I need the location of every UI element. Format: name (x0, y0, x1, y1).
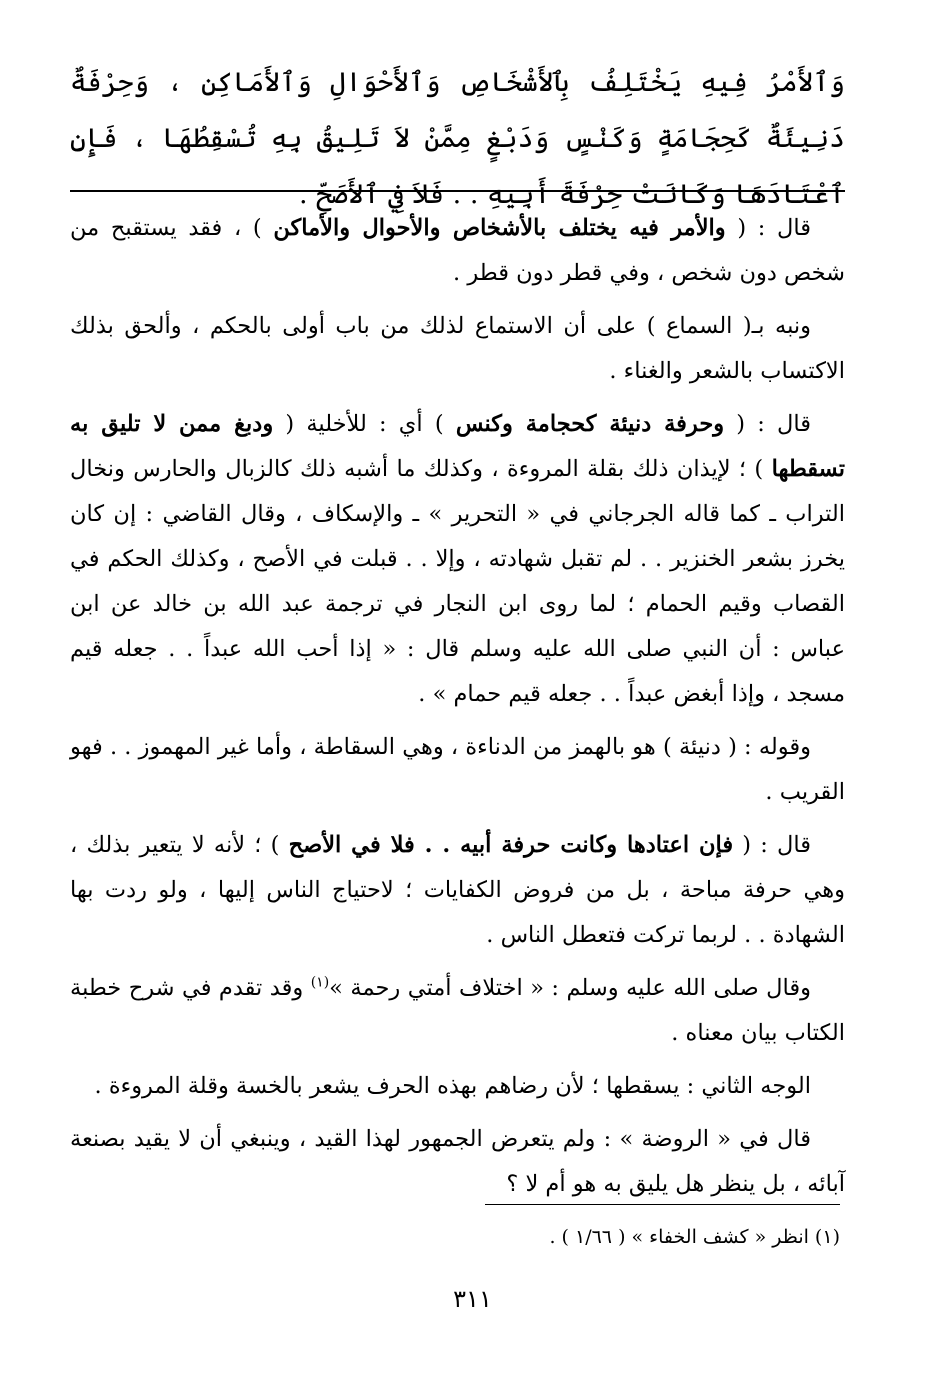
matn-text (70, 55, 845, 223)
commentary-paragraph-2 (70, 304, 845, 394)
p3-text-e: ) ؛ لإيذان ذلك بقلة المروءة ، وكذلك ما أشبه ذلك كالزبال والحارس ونخال التراب ـ كما قاله الجرجاني في « التحرير » ـ والإسكاف ، وقال القاضي : إن كان يخرز بشعر الخنزير . . لم تقبل شهادته ، وإلا . . قبلت في الأصح ، وكذلك الحكم في القصاب وقيم الحمام ؛ لما روى ابن النجار في ترجمة عبد الله بن خالد عن ابن عباس : أن النبي صلى الله عليه وسلم قال : « إذا أحب الله عبداً . . جعله قيم مسجد ، وإذا أبغض عبداً . . جعله قيم حمام » . (70, 456, 845, 707)
matn-divider (70, 190, 845, 192)
p3-quote-1: وحرفة دنيئة كحجامة وكنس (455, 411, 725, 437)
commentary-body (70, 206, 845, 1215)
commentary-paragraph-1 (70, 206, 845, 296)
matn-passage: وَٱلأَمْرُ فِيهِ يَخْتَلِفُ بِٱلأَشْخَاصِ وَٱلأَحْوَالِ وَٱلأَمَاكِنِ ، وَحِرْفَةٌ دَنِيئَةٌ كَحِجَامَةٍ وَكَنْسٍ وَدَبْغٍ مِمَّنْ لاَ تَلِيقُ بِهِ تُسْقِطُهَا ، فَإِنِ ٱعْتَادَهَا وَكَانَتْ حِرْفَةَ أَبِيهِ . . فَلاَ فِي ٱلأَصَحِّ . (70, 67, 845, 210)
p1-quote: والأمر فيه يختلف بالأشخاص والأحوال والأماكن (273, 215, 726, 241)
p1-text-a: قال : ( (725, 215, 811, 241)
commentary-paragraph-3 (70, 402, 845, 717)
p3-text-a: قال : ( (724, 411, 811, 437)
page-number: ٣١١ (453, 1285, 492, 1313)
commentary-paragraph-6 (70, 966, 845, 1056)
footnote-divider (485, 1204, 840, 1205)
commentary-paragraph-7 (70, 1064, 845, 1109)
p7-text: الوجه الثاني : يسقطها ؛ لأن رضاهم بهذه الحرف يشعر بالخسة وقلة المروءة . (94, 1073, 811, 1099)
p5-text-a: قال : ( (733, 832, 812, 858)
p8-text: قال في « الروضة » : ولم يتعرض الجمهور لهذا القيد ، وينبغي أن لا يقيد بصنعة آبائه ، بل ينظر هل يليق به هو أم لا ؟ (70, 1126, 845, 1197)
p4-text: وقوله : ( دنيئة ) هو بالهمز من الدناءة ، وهي السقاطة ، وأما غير المهموز . . فهو القريب . (70, 734, 845, 805)
p6-text-a: وقال صلى الله عليه وسلم : « اختلاف أمتي رحمة » (329, 975, 811, 1001)
footnote-text: (١) انظر « كشف الخفاء » ( ١/٦٦ ) . (549, 1226, 840, 1248)
commentary-paragraph-5 (70, 823, 845, 958)
p6-text-b: وقد تقدم في شرح خطبة الكتاب بيان معناه . (70, 975, 845, 1046)
p3-quote-2: ودبغ ممن لا تليق به تسقطها (70, 411, 845, 482)
p5-quote: فإن اعتادها وكانت حرفة أبيه . . فلا في الأصح (288, 832, 734, 858)
commentary-paragraph-8 (70, 1117, 845, 1207)
footnote-reference[interactable]: (١) (310, 974, 330, 991)
p5-text-c: ) ؛ لأنه لا يتعير بذلك ، وهي حرفة مباحة ، بل من فروض الكفايات ؛ لاحتياج الناس إليها ، ولو ردت بها الشهادة . . لربما تركت فتعطل الناس . (70, 832, 845, 948)
p1-text-c: ) ، فقد يستقبح من شخص دون شخص ، وفي قطر دون قطر . (70, 215, 845, 286)
commentary-paragraph-4 (70, 725, 845, 815)
p3-text-c: ) أي : للأخلية ( (273, 411, 456, 437)
footnote (100, 1222, 840, 1252)
p2-text: ونبه بـ( السماع ) على أن الاستماع لذلك من باب أولى بالحكم ، وألحق بذلك الاكتساب بالشعر والغناء . (70, 313, 845, 384)
